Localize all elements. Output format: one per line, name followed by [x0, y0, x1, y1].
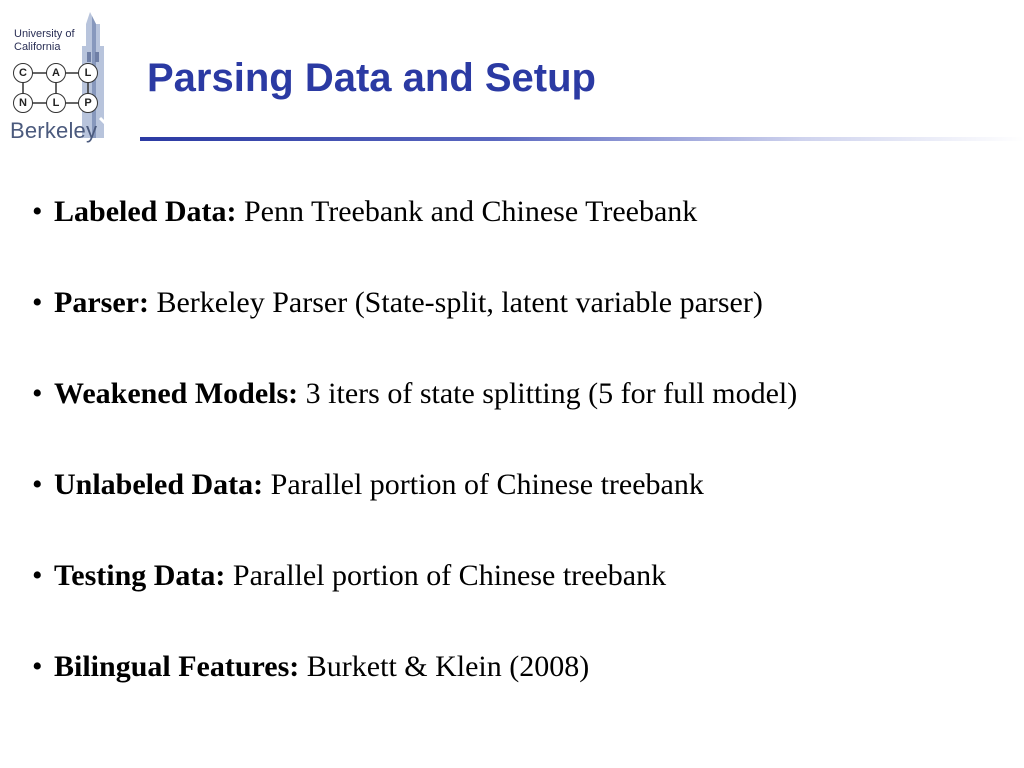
bullet-text: Penn Treebank and Chinese Treebank — [236, 195, 698, 228]
bullet-bilingual-features — [32, 645, 797, 736]
bullet-parser — [32, 281, 797, 372]
bullet-text: Parallel portion of Chinese treebank — [263, 468, 704, 501]
logo-node-p: P — [78, 93, 98, 113]
bullet-text: Parallel portion of Chinese treebank — [225, 559, 667, 592]
logo-university-text — [14, 28, 94, 54]
bullet-label: Labeled Data: — [54, 195, 237, 228]
bullet-testing-data — [32, 554, 797, 645]
bullet-label: Weakened Models: — [54, 377, 299, 410]
bullet-dot-icon: • — [32, 286, 43, 319]
bullet-labeled-data — [32, 190, 797, 281]
bullet-text: Berkeley Parser (State-split, latent variable parser) — [148, 286, 763, 319]
logo-node-a: A — [46, 63, 66, 83]
bullet-unlabeled-data — [32, 463, 797, 554]
bullet-label: Testing Data: — [54, 559, 226, 592]
bullet-list — [32, 190, 797, 736]
logo-node-l: L — [78, 63, 98, 83]
bullet-label: Parser: — [54, 286, 149, 319]
title-divider — [140, 137, 1024, 141]
bullet-label: Unlabeled Data: — [54, 468, 264, 501]
logo-node-c: C — [13, 63, 33, 83]
calnlp-logo — [8, 6, 130, 148]
bullet-dot-icon: • — [32, 559, 43, 592]
logo-state: California — [14, 41, 61, 53]
bullet-dot-icon: • — [32, 377, 43, 410]
bullet-dot-icon: • — [32, 650, 43, 683]
bullet-dot-icon: • — [32, 195, 43, 228]
logo-node-l2: L — [46, 93, 66, 113]
logo-node-n: N — [13, 93, 33, 113]
bullet-dot-icon: • — [32, 468, 43, 501]
logo-university: University of — [14, 28, 75, 40]
bullet-text: 3 iters of state splitting (5 for full model) — [298, 377, 798, 410]
logo-berkeley: Berkeley — [10, 118, 98, 143]
slide-title: Parsing Data and Setup — [147, 56, 596, 100]
bullet-weakened-models — [32, 372, 797, 463]
bullet-label: Bilingual Features: — [54, 650, 300, 683]
bullet-text: Burkett & Klein (2008) — [299, 650, 590, 683]
